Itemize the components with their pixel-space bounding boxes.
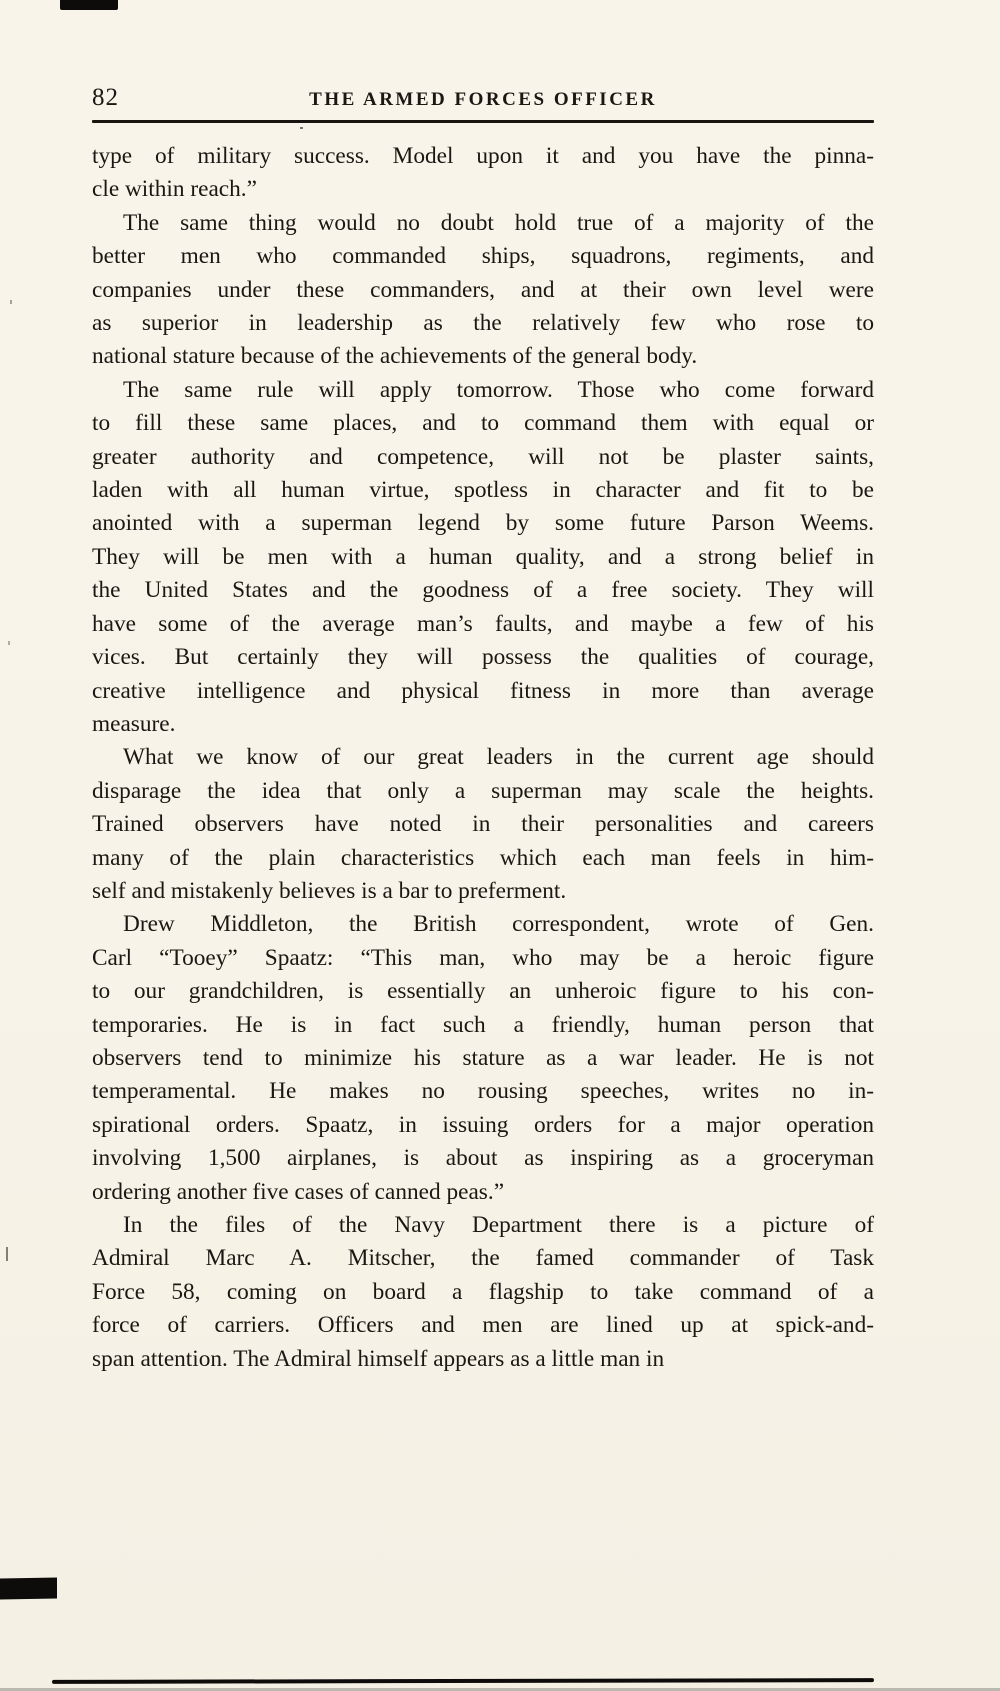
text-line: They will be men with a human quality, and a strong belief in (92, 543, 874, 570)
scan-artifact-bottom-line (52, 1678, 874, 1684)
text-line: temperamental. He makes no rousing speeches, writes no in- (92, 1078, 874, 1105)
paragraph (92, 374, 874, 741)
page-header (92, 84, 874, 114)
text-line: the United States and the goodness of a free society. They will (92, 577, 874, 604)
text-line: Carl “Tooey” Spaatz: “This man, who may be a heroic figure (92, 944, 874, 971)
text-line: to our grandchildren, is essentially an unheroic figure to his con- (92, 978, 874, 1005)
text-line: vices. But certainly they will possess the qualities of courage, (92, 644, 874, 671)
text-line: self and mistakenly believes is a bar to preferment. (92, 877, 567, 904)
paragraph (92, 140, 874, 207)
text-line: type of military success. Model upon it and you have the pinna- (92, 143, 874, 169)
text-line: measure. (92, 710, 176, 737)
scan-artifact-bottom-left (0, 1578, 57, 1600)
text-line: have some of the average man’s faults, and maybe a few of his (92, 610, 874, 637)
text-line: Admiral Marc A. Mitscher, the famed commander of Task (92, 1245, 874, 1272)
text-line: ordering another five cases of canned peas.” (92, 1178, 505, 1205)
text-line: involving 1,500 airplanes, is about as inspiring as a groceryman (92, 1145, 874, 1172)
text-line: laden with all human virtue, spotless in character and fit to be (92, 477, 874, 504)
text-line: Force 58, coming on board a flagship to take command of a (92, 1278, 874, 1305)
text-line: to fill these same places, and to command them with equal or (92, 410, 874, 437)
paragraph (92, 908, 874, 1209)
scan-speck (10, 300, 12, 304)
text-line: Trained observers have noted in their personalities and careers (92, 811, 874, 838)
text-line: Drew Middleton, the British correspondent, wrote of Gen. (123, 911, 874, 938)
text-line: spirational orders. Spaatz, in issuing orders for a major operation (92, 1111, 874, 1138)
scan-speck (6, 1247, 8, 1261)
text-line: force of carriers. Officers and men are lined up at spick-and- (92, 1312, 874, 1339)
page-number: 82 (92, 84, 119, 111)
text-line: cle within reach.” (92, 176, 257, 203)
paragraph (92, 741, 874, 908)
text-line: temporaries. He is in fact such a friendly, human person that (92, 1011, 874, 1038)
scan-artifact-top-left (60, 0, 118, 10)
text-column (92, 84, 874, 1376)
text-line: The same thing would no doubt hold true of a majority of the (123, 209, 874, 236)
text-line: span attention. The Admiral himself appears as a little man in (92, 1345, 665, 1372)
header-rule (92, 120, 874, 123)
text-line: disparage the idea that only a superman may scale the heights. (92, 777, 874, 804)
paragraph (92, 207, 874, 374)
text-line: many of the plain characteristics which each man feels in him- (92, 844, 874, 871)
paragraph (92, 1209, 874, 1376)
text-line: creative intelligence and physical fitness in more than average (92, 677, 874, 704)
text-line: What we know of our great leaders in the current age should (123, 744, 874, 771)
text-line: greater authority and competence, will not be plaster saints, (92, 443, 874, 470)
text-line: In the files of the Navy Department there is a picture of (123, 1212, 874, 1238)
text-line: better men who commanded ships, squadrons, regiments, and (92, 243, 874, 270)
text-line: anointed with a superman legend by some future Parson Weems. (92, 510, 874, 537)
running-title: THE ARMED FORCES OFFICER (309, 89, 657, 110)
text-line: as superior in leadership as the relatively few who rose to (92, 310, 874, 337)
scan-speck (8, 641, 10, 645)
text-line: companies under these commanders, and at their own level were (92, 276, 874, 303)
text-line: national stature because of the achievements of the general body. (92, 343, 698, 370)
text-line: The same rule will apply tomorrow. Those who come forward (123, 376, 874, 403)
text-line: observers tend to minimize his stature as a war leader. He is not (92, 1044, 874, 1071)
body-text (92, 140, 874, 1376)
